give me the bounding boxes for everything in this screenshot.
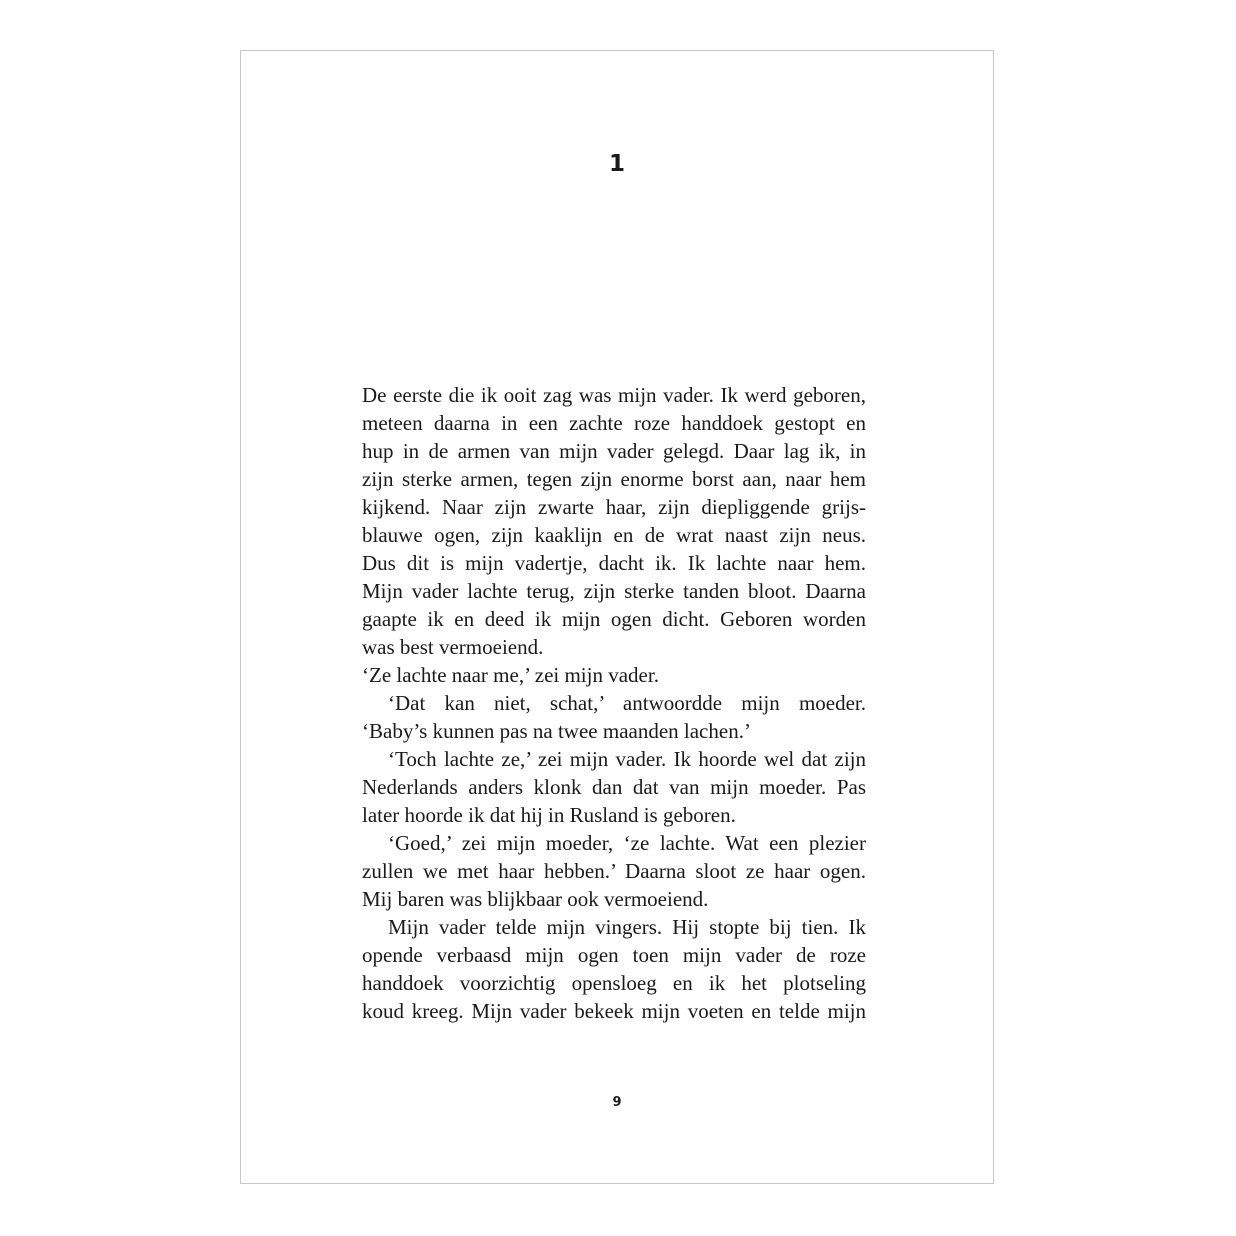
- text-line: Nederlands anders klonk dan dat van mijn moeder. Pas: [362, 775, 866, 799]
- text-line: zullen we met haar hebben.’ Daarna sloot ze haar ogen.: [362, 859, 866, 883]
- text-line: blauwe ogen, zijn kaaklijn en de wrat naast zijn neus.: [362, 523, 866, 547]
- text-line: gaapte ik en deed ik mijn ogen dicht. Geboren worden: [362, 607, 866, 631]
- text-line: koud kreeg. Mijn vader bekeek mijn voeten en telde mijn: [362, 999, 866, 1023]
- body-text: [362, 381, 866, 1025]
- text-line: Dus dit is mijn vadertje, dacht ik. Ik lachte naar hem.: [362, 551, 866, 575]
- text-line: Mijn vader telde mijn vingers. Hij stopte bij tien. Ik: [388, 915, 866, 939]
- text-line: meteen daarna in een zachte roze handdoek gestopt en: [362, 411, 866, 435]
- text-line: later hoorde ik dat hij in Rusland is geboren.: [362, 803, 736, 827]
- text-line: opende verbaasd mijn ogen toen mijn vader de roze: [362, 943, 866, 967]
- text-line: zijn sterke armen, tegen zijn enorme borst aan, naar hem: [362, 467, 866, 491]
- text-line: ‘Baby’s kunnen pas na twee maanden lachen.’: [362, 719, 751, 743]
- book-page: [240, 50, 994, 1184]
- text-line: Mij baren was blijkbaar ook vermoeiend.: [362, 887, 709, 911]
- page-number: 9: [612, 1095, 622, 1110]
- text-line: De eerste die ik ooit zag was mijn vader. Ik werd geboren,: [362, 383, 866, 407]
- text-line: Mijn vader lachte terug, zijn sterke tanden bloot. Daarna: [362, 579, 866, 603]
- text-line: handdoek voorzichtig opensloeg en ik het plotseling: [362, 971, 866, 995]
- text-line: kijkend. Naar zijn zwarte haar, zijn diepliggende grijs-: [362, 495, 866, 519]
- text-line: ‘Ze lachte naar me,’ zei mijn vader.: [362, 663, 659, 687]
- text-line: hup in de armen van mijn vader gelegd. Daar lag ik, in: [362, 439, 866, 463]
- text-line: ‘Dat kan niet, schat,’ antwoordde mijn moeder.: [388, 691, 866, 715]
- text-line: was best vermoeiend.: [362, 635, 544, 659]
- chapter-number: 1: [608, 151, 625, 177]
- text-line: ‘Toch lachte ze,’ zei mijn vader. Ik hoorde wel dat zijn: [388, 747, 866, 771]
- text-line: ‘Goed,’ zei mijn moeder, ‘ze lachte. Wat een plezier: [388, 831, 866, 855]
